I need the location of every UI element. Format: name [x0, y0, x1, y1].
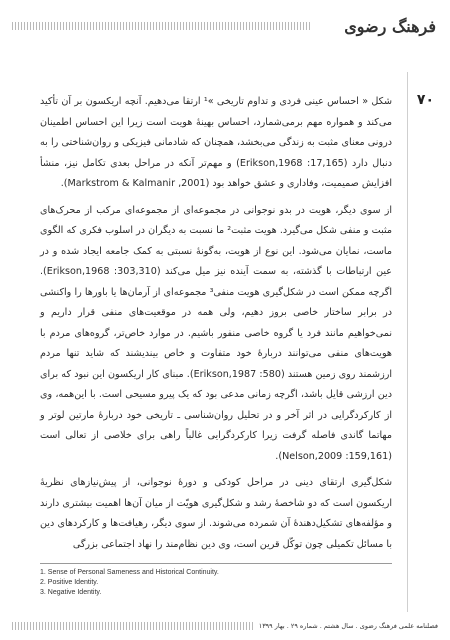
footnote-divider — [40, 563, 392, 564]
journal-citation: فصلنامه علمی فرهنگ رضوی . سال هشتم . شماره ۲۹ . بهار ۱۳۹۹ — [258, 622, 438, 630]
footnotes — [40, 568, 392, 598]
page-footer — [12, 620, 438, 632]
journal-logo: فرهنگ رضوی — [344, 17, 436, 36]
footnote-2: 2. Positive Identity. — [40, 579, 99, 586]
article-body — [40, 92, 392, 561]
paragraph-1: شکل « احساس عینی فردی و تداوم تاریخی »¹ ارتقا می‌دهیم. آنچه اریکسون بر آن تأکید می‌کند و همواره مهم برمی‌شمارد، احساس بهینهٔ هویت است زیرا این احساس اطمینان درونی معنای مثبت به زندگی می‌بخشد، همچنان که شادمانی فیزیکی و روان‌شناختی را به دنبال دارد (Erikson,1968 :17,165) و مهم‌تر آنکه در مراحل بعدی تکامل نیز، منشأ افزایش صمیمیت، وفاداری و عشق خواهد بود (Markstrom & Kalmanir ,2001). — [40, 96, 392, 189]
page-number: ۷۰ — [416, 92, 434, 108]
paragraph-3: شکل‌گیری ارتقای دینی در مراحل کودکی و دورهٔ نوجوانی، از پیش‌نیازهای نظریهٔ اریکسون است که دو شاخصهٔ رشد و شکل‌گیری هویّت از میان آن‌ها اهمیت بیشتری دارند و مؤلفه‌های تشکیل‌دهندهٔ آن شمرده می‌شوند. از سوی دیگر، رهیافت‌ها و کارکردهای دین با مسائل تکمیلی چون تو‌کّل قرین است، وی دین نظام‌مند را نهاد اجتماعی بزرگی — [40, 477, 392, 550]
paragraph-2: از سوی دیگر، هویت در بدو نوجوانی در مجموعه‌ای از مجموعه‌ای مرکب از محرک‌های مثبت و منفی شکل می‌گیرد. هویت مثبت² ما نسبت به دیگران در اسلوب فکری که الگوی ماست، نمایان می‌شود. این نوع از هویت، به‌گونهٔ نسبتی به کمک جامعه ایجاد شده و در عین ارتباطات با گذشته، به سمت آینده نیز میل می‌کند (Erikson,1968 :303,310). اگرچه ممکن است در شکل‌گیری هویت منفی³ مجموعه‌ای از آرمان‌ها یا باورها را واکنشی در برابر ساختار خاصی بروز دهیم، ولی همه در موقعیت‌های منفی قرار داریم و نمی‌خواهیم مانند فرد یا گروه خاصی منفور باشیم. در موارد خاص‌تر، گروه‌های مردم با هویت‌های منفی می‌توانند دربارهٔ خود متفاوت و خاص بیندیشند که شاید تنها مردم ارزشمند روی زمین هستند (Erikson,1987 :580). مبنای کار اریکسون این نبود که برای دین ارزشی قایل باشد، اگرچه زمانی مدعی بود که یک پیرو مسیحی است. با این‌همه، وی از کارکردگرایی در اثر آخر و در تحلیل روان‌شناسی ـ تاریخی خود دربارهٔ مارتین لوتر و مهاتما گاندی فاصله گرفت زیرا کارکردگرایی غالباً راهی برای خلاصی از تعالی است (159,161: Nelson,2009). — [40, 204, 393, 462]
footnote-3: 3. Negative Identity. — [40, 589, 102, 596]
header-hatch-decoration — [12, 22, 310, 30]
footer-hatch-decoration — [12, 622, 253, 630]
footnote-1: 1. Sense of Personal Sameness and Historical Continuity. — [40, 569, 219, 576]
margin-rule — [407, 72, 408, 612]
